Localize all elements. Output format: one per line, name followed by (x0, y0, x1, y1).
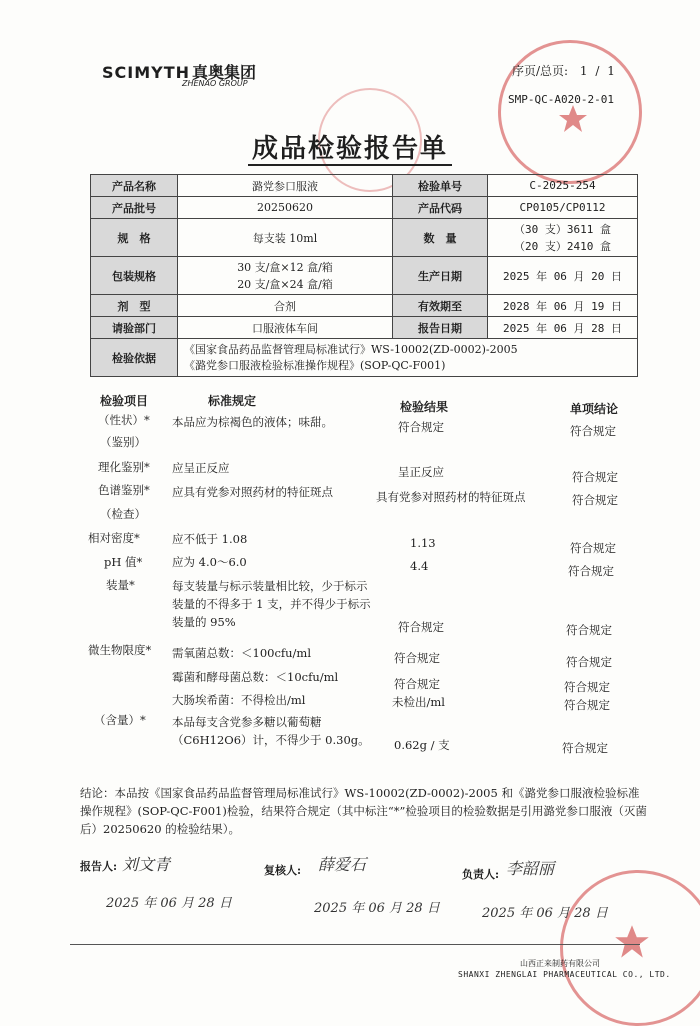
content-standard-line-1: 本品每支含党参多糖以葡萄糖 (172, 715, 322, 729)
content-label: （含量）* (94, 713, 146, 727)
dosage-form-label: 剂 型 (91, 295, 178, 317)
ph-standard: 应为 4.0～6.0 (172, 555, 247, 569)
density-label: 相对密度* (88, 531, 140, 545)
col-header-result: 检验结果 (400, 400, 449, 414)
appearance-label: （性状）* (98, 413, 150, 427)
reviewer-date: 2025 年 06 月 28 日 (314, 901, 440, 916)
batch-value: 20250620 (178, 197, 393, 219)
fill-volume-conclusion: 符合规定 (566, 623, 612, 637)
packaging-value (178, 257, 393, 295)
aerobic-standard: 需氧菌总数：＜100cfu/ml (172, 646, 312, 660)
product-code-label: 产品代码 (393, 197, 488, 219)
page-title: 成品检验报告单 (0, 128, 700, 165)
microbial-label: 微生物限度* (88, 643, 152, 657)
conclusion-text: 结论：本品按《国家食品药品监督管理局标准试行》WS-10002(ZD-0002)-2005 和《潞党参口服液检验标准操作规程》(SOP-QC-F001)检验，结果符合规定（其中标注“*”检验项目的检验数据是引用潞党参口服液（灭菌后）20250620 的检验结果）。 (80, 786, 647, 836)
tlc-id-label: 色谱鉴别* (98, 483, 150, 497)
content-standard-line-2: （C6H12O6）计，不得少于 0.30g。 (172, 733, 370, 747)
chem-id-result: 呈正反应 (398, 465, 444, 479)
packaging-label: 包装规格 (91, 257, 178, 295)
quantity-label: 数 量 (393, 219, 488, 257)
ecoli-conclusion: 符合规定 (564, 698, 610, 712)
quantity-value (488, 219, 638, 257)
fill-volume-label: 装量* (106, 578, 135, 592)
dosage-form-value: 合剂 (178, 295, 393, 317)
content-conclusion: 符合规定 (562, 741, 608, 755)
quantity-30: （30 支）3611 盒 (514, 222, 611, 236)
aerobic-result: 符合规定 (394, 651, 440, 665)
manager-signature: 李韶丽 (506, 859, 555, 878)
production-date-label: 生产日期 (393, 257, 488, 295)
density-standard: 应不低于 1.08 (172, 532, 248, 546)
appearance-result: 符合规定 (398, 420, 444, 434)
tlc-id-conclusion: 符合规定 (572, 493, 618, 507)
density-result: 1.13 (410, 536, 436, 550)
col-header-item: 检验项目 (100, 394, 149, 408)
document-number: SMP-QC-A020-2-01 (508, 93, 614, 106)
reviewer-label: 复核人: (264, 864, 302, 877)
packaging-20: 20 支/盒×24 盒/箱 (237, 277, 333, 291)
mold-conclusion: 符合规定 (564, 680, 610, 694)
product-info-table (90, 174, 638, 377)
manager-date: 2025 年 06 月 28 日 (482, 906, 608, 921)
basis-line-1: 《国家食品药品监督管理局标准试行》WS-10002(ZD-0002)-2005 (184, 342, 518, 356)
logo-chinese: 真奥集团 (192, 63, 257, 82)
mold-standard: 霉菌和酵母菌总数：＜10cfu/ml (172, 670, 339, 684)
reviewer-signature: 薛爱石 (318, 855, 367, 874)
ph-label: pH 值* (104, 555, 143, 569)
ecoli-result: 未检出/ml (392, 695, 445, 709)
test-no-label: 检验单号 (393, 175, 488, 197)
reporter-date: 2025 年 06 月 28 日 (106, 896, 232, 911)
stamp-star-icon (614, 924, 650, 960)
fill-volume-standard: 每支装量与标示装量相比较，少于标示装量的不得多于 1 支，并不得少于标示装量的 95% (172, 579, 371, 629)
chem-id-standard: 应呈正反应 (172, 461, 230, 475)
test-no-value: C-2025-254 (488, 175, 638, 197)
ph-conclusion: 符合规定 (568, 564, 614, 578)
packaging-30: 30 支/盒×12 盒/箱 (237, 260, 333, 274)
expiry-label: 有效期至 (393, 295, 488, 317)
logo-subtitle: ZHENAO GROUP (182, 79, 248, 88)
footer-company-en: SHANXI ZHENGLAI PHARMACEUTICAL CO., LTD. (458, 970, 671, 979)
spec-value: 每支装 10ml (178, 219, 393, 257)
density-conclusion: 符合规定 (570, 541, 616, 555)
product-code-value: CP0105/CP0112 (488, 197, 638, 219)
chem-id-label: 理化鉴别* (98, 460, 150, 474)
ecoli-standard: 大肠埃希菌：不得检出/ml (172, 693, 306, 707)
reporter-label: 报告人: (80, 860, 118, 873)
department-value: 口服液体车间 (178, 317, 393, 339)
expiry-value: 2028 年 06 月 19 日 (488, 295, 638, 317)
identification-label: （鉴别） (100, 435, 146, 449)
footer-company-cn: 山西正来制药有限公司 (520, 959, 600, 968)
footer-divider (70, 944, 640, 945)
basis-label: 检验依据 (91, 339, 178, 377)
logo-english: SCIMYTH (102, 63, 191, 82)
content-result: 0.62g / 支 (394, 738, 450, 752)
report-date-value: 2025 年 06 月 28 日 (488, 317, 638, 339)
appearance-conclusion: 符合规定 (570, 424, 616, 438)
manager-label: 负责人: (462, 868, 500, 881)
fill-volume-result: 符合规定 (398, 620, 444, 634)
spec-label: 规 格 (91, 219, 178, 257)
reporter-signature: 刘文青 (122, 855, 171, 874)
mold-result: 符合规定 (394, 677, 440, 691)
col-header-standard: 标准规定 (208, 394, 257, 408)
report-date-label: 报告日期 (393, 317, 488, 339)
tlc-id-standard: 应具有党参对照药材的特征斑点 (172, 485, 333, 499)
inspection-label: （检查） (100, 507, 146, 521)
tlc-id-result: 具有党参对照药材的特征斑点 (376, 490, 526, 504)
company-logo (102, 60, 257, 88)
appearance-standard: 本品应为棕褐色的液体；味甜。 (172, 415, 333, 429)
page-sequence (512, 62, 617, 79)
col-header-conclusion: 单项结论 (570, 402, 619, 416)
page-sequence-value: 1 / 1 (579, 64, 617, 78)
production-date-value: 2025 年 06 月 20 日 (488, 257, 638, 295)
product-name-label: 产品名称 (91, 175, 178, 197)
quantity-20: （20 支）2410 盒 (514, 239, 611, 253)
product-name-value: 潞党参口服液 (178, 175, 393, 197)
basis-value (178, 339, 638, 377)
batch-label: 产品批号 (91, 197, 178, 219)
ph-result: 4.4 (410, 559, 429, 573)
chem-id-conclusion: 符合规定 (572, 470, 618, 484)
department-label: 请验部门 (91, 317, 178, 339)
aerobic-conclusion: 符合规定 (566, 655, 612, 669)
page-sequence-label: 序页/总页: (512, 64, 569, 78)
basis-line-2: 《潞党参口服液检验标准操作规程》(SOP-QC-F001) (184, 358, 446, 372)
